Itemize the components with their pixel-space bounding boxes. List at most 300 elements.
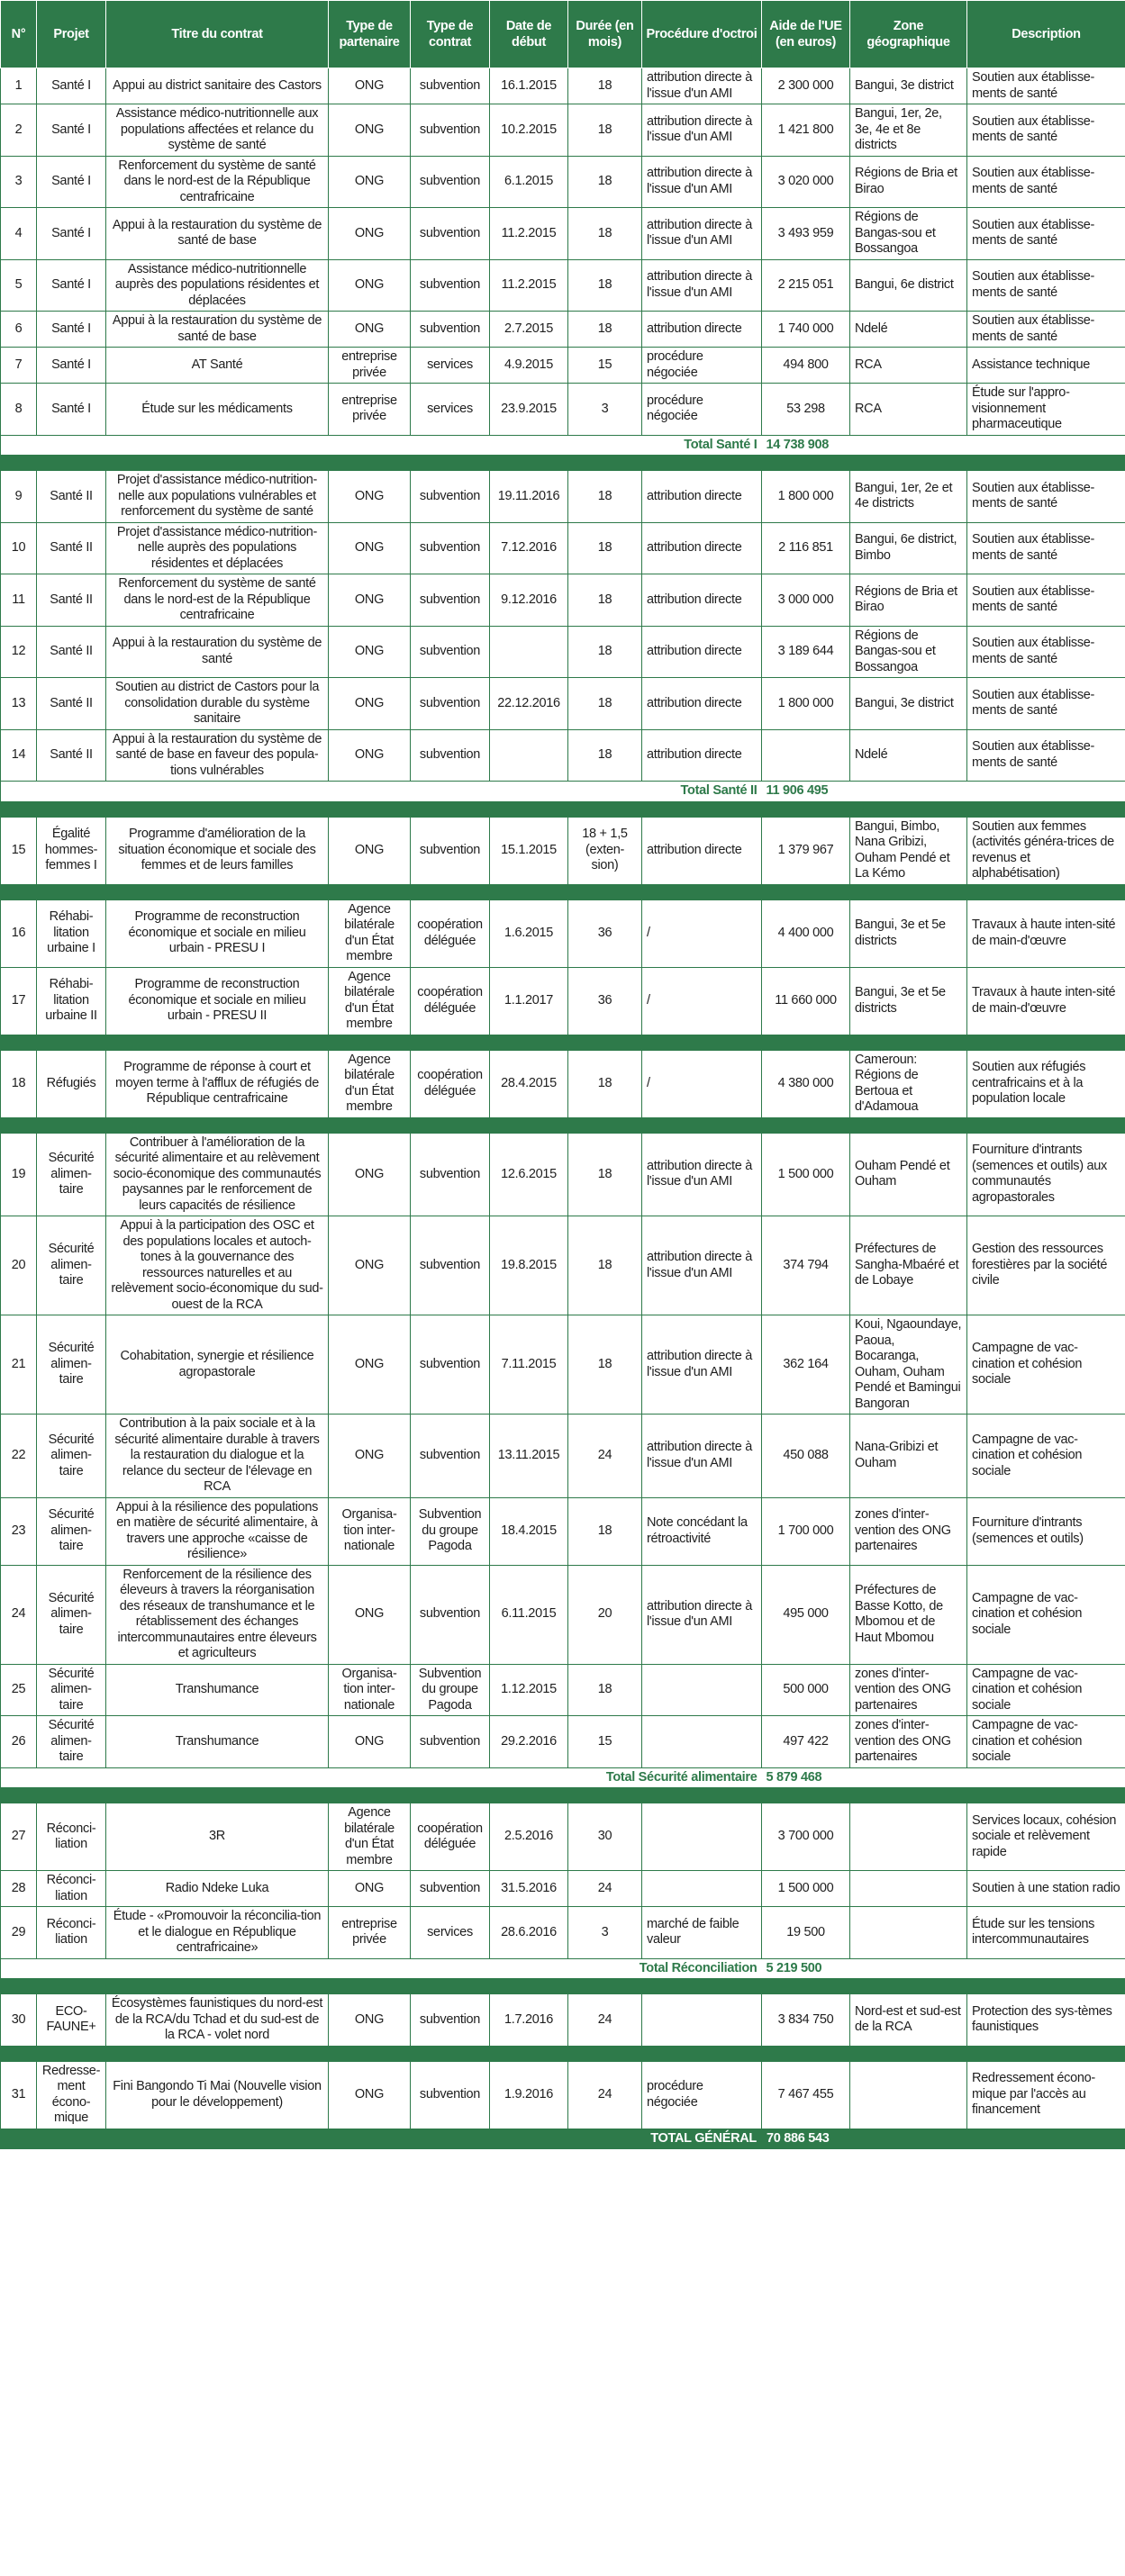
cell-number: 17 xyxy=(1,967,37,1035)
cell-description: Campagne de vac-cination et cohésion sociale xyxy=(967,1664,1125,1716)
cell-zone xyxy=(850,1803,967,1871)
cell-eu-aid: 3 834 750 xyxy=(762,1994,850,2047)
cell-procedure: attribution directe à l'issue d'un AMI xyxy=(642,1565,762,1664)
table-row xyxy=(1,104,1125,157)
cell-partner-type: ONG xyxy=(329,678,411,730)
cell-contract-title: Contribuer à l'amélioration de la sécurité alimentaire et au relèvement socio-économique des communautés paysannes par le renforcement de leurs capacités de résilience xyxy=(106,1133,329,1216)
cell-description: Campagne de vac-cination et cohésion sociale xyxy=(967,1716,1125,1768)
cell-contract-title: Appui à la résilience des populations en matière de sécurité alimentaire, à travers une approche «caisse de résilience» xyxy=(106,1497,329,1565)
cell-eu-aid: 19 500 xyxy=(762,1907,850,1959)
header-contract-title: Titre du contrat xyxy=(106,1,329,68)
header-start-date: Date de début xyxy=(490,1,568,68)
cell-partner-type: ONG xyxy=(329,1716,411,1768)
cell-description: Travaux à haute inten-sité de main-d'œuvre xyxy=(967,967,1125,1035)
cell-partner-type: ONG xyxy=(329,1994,411,2047)
section-divider xyxy=(1,884,1125,899)
cell-partner-type: entreprise privée xyxy=(329,348,411,384)
cell-eu-aid: 1 740 000 xyxy=(762,312,850,348)
subtotal-label: Total Santé I xyxy=(1,435,762,456)
cell-contract-title: Appui à la restauration du système de santé de base xyxy=(106,208,329,260)
table-row xyxy=(1,208,1125,260)
cell-contract-title: Programme d'amélioration de la situation économique et sociale des femmes et de leurs familles xyxy=(106,817,329,884)
cell-contract-title: Étude - «Promouvoir la réconcilia-tion et le dialogue en République centrafricaine» xyxy=(106,1907,329,1959)
cell-number: 22 xyxy=(1,1415,37,1498)
cell-description: Soutien à une station radio xyxy=(967,1871,1125,1907)
cell-start-date: 16.1.2015 xyxy=(490,68,568,104)
cell-duration: 24 xyxy=(568,1871,642,1907)
cell-procedure: attribution directe xyxy=(642,522,762,574)
cell-zone xyxy=(850,2061,967,2129)
cell-number: 11 xyxy=(1,574,37,627)
cell-eu-aid: 1 500 000 xyxy=(762,1871,850,1907)
cell-procedure: attribution directe à l'issue d'un AMI xyxy=(642,68,762,104)
cell-zone: Ndelé xyxy=(850,312,967,348)
cell-duration: 18 xyxy=(568,471,642,523)
header-description: Description xyxy=(967,1,1125,68)
cell-description: Gestion des ressources forestières par la société civile xyxy=(967,1216,1125,1315)
cell-zone: zones d'inter-vention des ONG partenaires xyxy=(850,1497,967,1565)
cell-zone: zones d'inter-vention des ONG partenaires xyxy=(850,1664,967,1716)
cell-description: Soutien aux établisse-ments de santé xyxy=(967,68,1125,104)
cell-description: Soutien aux établisse-ments de santé xyxy=(967,104,1125,157)
cell-zone xyxy=(850,1907,967,1959)
cell-description: Travaux à haute inten-sité de main-d'œuvre xyxy=(967,899,1125,967)
table-row xyxy=(1,259,1125,312)
cell-duration: 18 xyxy=(568,678,642,730)
cell-contract-type: subvention xyxy=(411,1415,490,1498)
section-divider xyxy=(1,1788,1125,1803)
cell-duration: 18 xyxy=(568,626,642,678)
cell-procedure: marché de faible valeur xyxy=(642,1907,762,1959)
cell-description: Fourniture d'intrants (semences et outils) xyxy=(967,1497,1125,1565)
cell-contract-type: subvention xyxy=(411,471,490,523)
cell-eu-aid: 450 088 xyxy=(762,1415,850,1498)
cell-number: 18 xyxy=(1,1050,37,1117)
cell-duration: 18 xyxy=(568,68,642,104)
cell-description: Soutien aux femmes (activités généra-trices de revenus et alphabétisation) xyxy=(967,817,1125,884)
cell-number: 14 xyxy=(1,729,37,782)
table-row xyxy=(1,2061,1125,2129)
cell-start-date: 1.1.2017 xyxy=(490,967,568,1035)
cell-project: Santé II xyxy=(37,522,106,574)
section-divider xyxy=(1,1035,1125,1050)
cell-project: Réconci-liation xyxy=(37,1907,106,1959)
table-row xyxy=(1,1907,1125,1959)
cell-number: 4 xyxy=(1,208,37,260)
cell-duration: 18 xyxy=(568,1664,642,1716)
cell-zone: Bangui, 3e et 5e districts xyxy=(850,899,967,967)
cell-contract-title: Appui à la restauration du système de santé xyxy=(106,626,329,678)
cell-zone: Régions de Bria et Birao xyxy=(850,574,967,627)
table-row xyxy=(1,1871,1125,1907)
cell-duration: 30 xyxy=(568,1803,642,1871)
cell-project: Réfugiés xyxy=(37,1050,106,1117)
header-contract-type: Type de contrat xyxy=(411,1,490,68)
cell-start-date: 2.5.2016 xyxy=(490,1803,568,1871)
cell-description: Étude sur l'appro-visionnement pharmaceutique xyxy=(967,384,1125,436)
cell-duration: 3 xyxy=(568,1907,642,1959)
cell-contract-title: Transhumance xyxy=(106,1716,329,1768)
subtotal-value: 5 879 468 xyxy=(762,1767,1125,1788)
cell-procedure: attribution directe xyxy=(642,678,762,730)
cell-number: 29 xyxy=(1,1907,37,1959)
cell-partner-type: ONG xyxy=(329,626,411,678)
cell-contract-type: services xyxy=(411,384,490,436)
header-duration: Durée (en mois) xyxy=(568,1,642,68)
cell-description: Campagne de vac-cination et cohésion sociale xyxy=(967,1415,1125,1498)
cell-eu-aid: 3 020 000 xyxy=(762,156,850,208)
cell-partner-type: ONG xyxy=(329,1871,411,1907)
cell-contract-title: Fini Bangondo Ti Mai (Nouvelle vision pour le développement) xyxy=(106,2061,329,2129)
cell-procedure xyxy=(642,1994,762,2047)
cell-project: Réhabi-litation urbaine II xyxy=(37,967,106,1035)
cell-contract-type: services xyxy=(411,1907,490,1959)
cell-start-date: 19.8.2015 xyxy=(490,1216,568,1315)
cell-procedure: attribution directe à l'issue d'un AMI xyxy=(642,1133,762,1216)
section-divider xyxy=(1,801,1125,817)
cell-eu-aid: 2 300 000 xyxy=(762,68,850,104)
cell-contract-title: Cohabitation, synergie et résilience agropastorale xyxy=(106,1315,329,1415)
cell-zone: Nana-Gribizi et Ouham xyxy=(850,1415,967,1498)
cell-duration: 24 xyxy=(568,1415,642,1498)
cell-start-date: 6.11.2015 xyxy=(490,1565,568,1664)
cell-description: Assistance technique xyxy=(967,348,1125,384)
cell-contract-type: subvention xyxy=(411,817,490,884)
cell-contract-type: coopération déléguée xyxy=(411,1050,490,1117)
cell-description: Campagne de vac-cination et cohésion sociale xyxy=(967,1315,1125,1415)
cell-number: 5 xyxy=(1,259,37,312)
cell-project: Sécurité alimen-taire xyxy=(37,1716,106,1768)
cell-project: Santé II xyxy=(37,574,106,627)
table-row xyxy=(1,1216,1125,1315)
cell-contract-type: subvention xyxy=(411,68,490,104)
subtotal-label: Total Sécurité alimentaire xyxy=(1,1767,762,1788)
cell-number: 25 xyxy=(1,1664,37,1716)
cell-contract-title: Projet d'assistance médico-nutrition-nelle aux populations vulnérables et renforcement du système de santé xyxy=(106,471,329,523)
cell-contract-type: subvention xyxy=(411,156,490,208)
cell-start-date: 2.7.2015 xyxy=(490,312,568,348)
cell-number: 27 xyxy=(1,1803,37,1871)
cell-duration: 18 xyxy=(568,1216,642,1315)
cell-contract-type: subvention xyxy=(411,1565,490,1664)
cell-description: Soutien aux établisse-ments de santé xyxy=(967,208,1125,260)
table-row xyxy=(1,1497,1125,1565)
cell-contract-title: Programme de reconstruction économique et sociale en milieu urbain - PRESU I xyxy=(106,899,329,967)
cell-contract-type: subvention xyxy=(411,522,490,574)
cell-procedure: / xyxy=(642,899,762,967)
cell-eu-aid: 1 421 800 xyxy=(762,104,850,157)
cell-procedure: attribution directe xyxy=(642,312,762,348)
table-row xyxy=(1,1565,1125,1664)
cell-number: 20 xyxy=(1,1216,37,1315)
cell-eu-aid: 3 700 000 xyxy=(762,1803,850,1871)
cell-contract-type: subvention xyxy=(411,259,490,312)
cell-zone: RCA xyxy=(850,348,967,384)
cell-duration: 18 + 1,5 (exten-sion) xyxy=(568,817,642,884)
cell-partner-type: ONG xyxy=(329,522,411,574)
cell-project: Santé II xyxy=(37,626,106,678)
cell-zone: Nord-est et sud-est de la RCA xyxy=(850,1994,967,2047)
subtotal-row xyxy=(1,782,1125,802)
cell-eu-aid: 2 215 051 xyxy=(762,259,850,312)
table-row xyxy=(1,1050,1125,1117)
table-row xyxy=(1,1803,1125,1871)
cell-number: 6 xyxy=(1,312,37,348)
cell-partner-type: ONG xyxy=(329,1415,411,1498)
cell-contract-type: subvention xyxy=(411,729,490,782)
cell-project: Sécurité alimen-taire xyxy=(37,1664,106,1716)
cell-contract-title: Appui à la restauration du système de santé de base xyxy=(106,312,329,348)
cell-project: Santé I xyxy=(37,208,106,260)
cell-project: Réconci-liation xyxy=(37,1871,106,1907)
cell-partner-type: ONG xyxy=(329,729,411,782)
cell-duration: 36 xyxy=(568,967,642,1035)
cell-project: Sécurité alimen-taire xyxy=(37,1216,106,1315)
cell-number: 8 xyxy=(1,384,37,436)
cell-duration: 18 xyxy=(568,1133,642,1216)
cell-eu-aid: 3 189 644 xyxy=(762,626,850,678)
cell-zone: zones d'inter-vention des ONG partenaires xyxy=(850,1716,967,1768)
cell-contract-title: Assistance médico-nutritionnelle auprès des populations résidentes et déplacées xyxy=(106,259,329,312)
cell-zone xyxy=(850,1871,967,1907)
cell-contract-title: AT Santé xyxy=(106,348,329,384)
header-number: N° xyxy=(1,1,37,68)
cell-duration: 18 xyxy=(568,259,642,312)
cell-contract-title: Contribution à la paix sociale et à la sécurité alimentaire durable à travers la restauration du dialogue et la relance du secteur de l'élevage en RCA xyxy=(106,1415,329,1498)
cell-procedure: / xyxy=(642,967,762,1035)
cell-start-date: 4.9.2015 xyxy=(490,348,568,384)
cell-procedure: procédure négociée xyxy=(642,2061,762,2129)
subtotal-row xyxy=(1,435,1125,456)
cell-duration: 18 xyxy=(568,208,642,260)
cell-procedure: attribution directe à l'issue d'un AMI xyxy=(642,1415,762,1498)
cell-start-date: 13.11.2015 xyxy=(490,1415,568,1498)
cell-duration: 15 xyxy=(568,348,642,384)
cell-eu-aid: 1 500 000 xyxy=(762,1133,850,1216)
cell-contract-title: Renforcement de la résilience des éleveurs à travers la réorganisation des réseaux de transhumance et le rétablissement des échanges intercommunautaires entre éleveurs et agriculteurs xyxy=(106,1565,329,1664)
table-row xyxy=(1,1415,1125,1498)
cell-start-date: 11.2.2015 xyxy=(490,208,568,260)
header-eu-aid: Aide de l'UE (en euros) xyxy=(762,1,850,68)
cell-zone: Bangui, 6e district, Bimbo xyxy=(850,522,967,574)
cell-procedure: procédure négociée xyxy=(642,384,762,436)
cell-description: Soutien aux établisse-ments de santé xyxy=(967,156,1125,208)
cell-number: 2 xyxy=(1,104,37,157)
cell-zone: Préfectures de Sangha-Mbaéré et de Lobaye xyxy=(850,1216,967,1315)
cell-start-date: 12.6.2015 xyxy=(490,1133,568,1216)
table-row xyxy=(1,817,1125,884)
cell-procedure: procédure négociée xyxy=(642,348,762,384)
cell-partner-type: ONG xyxy=(329,68,411,104)
cell-duration: 18 xyxy=(568,1497,642,1565)
cell-description: Soutien aux établisse-ments de santé xyxy=(967,678,1125,730)
cell-contract-title: Appui à la restauration du système de santé de base en faveur des popula-tions vulnérables xyxy=(106,729,329,782)
cell-contract-title: Écosystèmes faunistiques du nord-est de la RCA/du Tchad et du sud-est de la RCA - volet nord xyxy=(106,1994,329,2047)
section-divider-cell xyxy=(1,1117,1125,1133)
cell-procedure: attribution directe à l'issue d'un AMI xyxy=(642,1216,762,1315)
table-row xyxy=(1,626,1125,678)
cell-start-date: 18.4.2015 xyxy=(490,1497,568,1565)
cell-eu-aid: 2 116 851 xyxy=(762,522,850,574)
cell-contract-title: Appui à la participation des OSC et des populations locales et autoch-tones à la gouvernance des ressources naturelles et au relèvement socio-économique du sud-ouest de la RCA xyxy=(106,1216,329,1315)
subtotal-row xyxy=(1,1767,1125,1788)
cell-start-date: 29.2.2016 xyxy=(490,1716,568,1768)
table-row xyxy=(1,522,1125,574)
cell-project: Sécurité alimen-taire xyxy=(37,1315,106,1415)
cell-partner-type: entreprise privée xyxy=(329,384,411,436)
table-header xyxy=(1,1,1125,68)
cell-project: Santé II xyxy=(37,729,106,782)
header-partner-type: Type de partenaire xyxy=(329,1,411,68)
cell-number: 28 xyxy=(1,1871,37,1907)
cell-procedure: attribution directe à l'issue d'un AMI xyxy=(642,208,762,260)
cell-contract-type: services xyxy=(411,348,490,384)
grand-total-value: 70 886 543 xyxy=(762,2129,1125,2149)
table-row xyxy=(1,156,1125,208)
grand-total-label: TOTAL GÉNÉRAL xyxy=(1,2129,762,2149)
cell-duration: 36 xyxy=(568,899,642,967)
cell-procedure: attribution directe xyxy=(642,574,762,627)
cell-procedure: attribution directe xyxy=(642,626,762,678)
cell-contract-type: subvention xyxy=(411,312,490,348)
cell-partner-type: ONG xyxy=(329,2061,411,2129)
cell-contract-type: Subvention du groupe Pagoda xyxy=(411,1664,490,1716)
section-divider-cell xyxy=(1,1788,1125,1803)
cell-start-date: 23.9.2015 xyxy=(490,384,568,436)
cell-number: 13 xyxy=(1,678,37,730)
section-divider xyxy=(1,456,1125,471)
cell-partner-type: ONG xyxy=(329,156,411,208)
cell-partner-type: Organisa-tion inter-nationale xyxy=(329,1497,411,1565)
cell-contract-title: 3R xyxy=(106,1803,329,1871)
subtotal-row xyxy=(1,1958,1125,1979)
cell-eu-aid: 374 794 xyxy=(762,1216,850,1315)
cell-start-date: 28.6.2016 xyxy=(490,1907,568,1959)
cell-contract-type: subvention xyxy=(411,626,490,678)
cell-contract-type: coopération déléguée xyxy=(411,899,490,967)
cell-eu-aid: 4 380 000 xyxy=(762,1050,850,1117)
cell-project: Santé I xyxy=(37,384,106,436)
table-row xyxy=(1,1716,1125,1768)
section-divider-cell xyxy=(1,1979,1125,1994)
cell-zone: Bangui, Bimbo, Nana Gribizi, Ouham Pendé et La Kémo xyxy=(850,817,967,884)
cell-description: Étude sur les tensions intercommunautaires xyxy=(967,1907,1125,1959)
cell-duration: 18 xyxy=(568,156,642,208)
cell-description: Campagne de vac-cination et cohésion sociale xyxy=(967,1565,1125,1664)
cell-project: Santé I xyxy=(37,259,106,312)
subtotal-value: 5 219 500 xyxy=(762,1958,1125,1979)
subtotal-value: 14 738 908 xyxy=(762,435,1125,456)
cell-project: Réhabi-litation urbaine I xyxy=(37,899,106,967)
table-row xyxy=(1,384,1125,436)
cell-eu-aid: 3 000 000 xyxy=(762,574,850,627)
table-row xyxy=(1,471,1125,523)
cell-procedure xyxy=(642,1664,762,1716)
cell-duration: 20 xyxy=(568,1565,642,1664)
cell-contract-type: subvention xyxy=(411,104,490,157)
cell-partner-type: ONG xyxy=(329,208,411,260)
cell-description: Soutien aux établisse-ments de santé xyxy=(967,574,1125,627)
table-body xyxy=(1,68,1125,2149)
cell-procedure xyxy=(642,1803,762,1871)
cell-description: Soutien aux établisse-ments de santé xyxy=(967,522,1125,574)
cell-zone: Ndelé xyxy=(850,729,967,782)
cell-eu-aid: 494 800 xyxy=(762,348,850,384)
cell-number: 19 xyxy=(1,1133,37,1216)
cell-eu-aid: 495 000 xyxy=(762,1565,850,1664)
subtotal-label: Total Santé II xyxy=(1,782,762,802)
cell-description: Soutien aux établisse-ments de santé xyxy=(967,729,1125,782)
section-divider xyxy=(1,2046,1125,2061)
cell-zone: Bangui, 3e et 5e districts xyxy=(850,967,967,1035)
cell-start-date xyxy=(490,729,568,782)
cell-project: Réconci-liation xyxy=(37,1803,106,1871)
cell-contract-type: subvention xyxy=(411,1216,490,1315)
table-row xyxy=(1,1133,1125,1216)
cell-eu-aid: 500 000 xyxy=(762,1664,850,1716)
cell-partner-type: ONG xyxy=(329,1216,411,1315)
section-divider-cell xyxy=(1,1035,1125,1050)
cell-number: 23 xyxy=(1,1497,37,1565)
cell-contract-title: Programme de réponse à court et moyen terme à l'afflux de réfugiés de République centrafricaine xyxy=(106,1050,329,1117)
cell-duration: 18 xyxy=(568,574,642,627)
cell-partner-type: Agence bilatérale d'un État membre xyxy=(329,1803,411,1871)
cell-eu-aid: 1 800 000 xyxy=(762,678,850,730)
section-divider-cell xyxy=(1,456,1125,471)
section-divider-cell xyxy=(1,884,1125,899)
cell-contract-type: subvention xyxy=(411,1315,490,1415)
table-row xyxy=(1,678,1125,730)
cell-procedure: attribution directe xyxy=(642,817,762,884)
cell-contract-type: subvention xyxy=(411,678,490,730)
cell-duration: 24 xyxy=(568,2061,642,2129)
cell-start-date: 9.12.2016 xyxy=(490,574,568,627)
cell-number: 3 xyxy=(1,156,37,208)
cell-start-date: 22.12.2016 xyxy=(490,678,568,730)
cell-zone: Bangui, 3e district xyxy=(850,68,967,104)
subtotal-label: Total Réconciliation xyxy=(1,1958,762,1979)
cell-zone: Bangui, 3e district xyxy=(850,678,967,730)
cell-start-date: 10.2.2015 xyxy=(490,104,568,157)
cell-number: 9 xyxy=(1,471,37,523)
cell-procedure: / xyxy=(642,1050,762,1117)
cell-eu-aid xyxy=(762,729,850,782)
cell-contract-title: Projet d'assistance médico-nutrition-nelle auprès des populations résidentes et déplacées xyxy=(106,522,329,574)
cell-start-date: 1.12.2015 xyxy=(490,1664,568,1716)
cell-partner-type: entreprise privée xyxy=(329,1907,411,1959)
table-row xyxy=(1,1315,1125,1415)
cell-procedure: attribution directe à l'issue d'un AMI xyxy=(642,259,762,312)
cell-procedure: attribution directe à l'issue d'un AMI xyxy=(642,1315,762,1415)
cell-start-date: 7.11.2015 xyxy=(490,1315,568,1415)
cell-partner-type: ONG xyxy=(329,104,411,157)
cell-start-date: 1.7.2016 xyxy=(490,1994,568,2047)
section-divider-cell xyxy=(1,801,1125,817)
cell-number: 1 xyxy=(1,68,37,104)
section-divider-cell xyxy=(1,2046,1125,2061)
cell-number: 12 xyxy=(1,626,37,678)
cell-start-date: 28.4.2015 xyxy=(490,1050,568,1117)
cell-start-date: 15.1.2015 xyxy=(490,817,568,884)
table-row xyxy=(1,729,1125,782)
cell-eu-aid: 497 422 xyxy=(762,1716,850,1768)
cell-project: Santé II xyxy=(37,678,106,730)
cell-eu-aid: 11 660 000 xyxy=(762,967,850,1035)
cell-eu-aid: 1 800 000 xyxy=(762,471,850,523)
cell-procedure: Note concédant la rétroactivité xyxy=(642,1497,762,1565)
cell-project: Sécurité alimen-taire xyxy=(37,1133,106,1216)
cell-partner-type: ONG xyxy=(329,817,411,884)
